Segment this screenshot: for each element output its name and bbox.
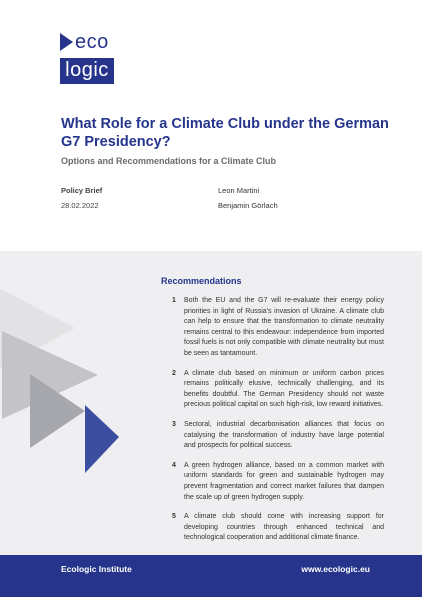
decor-triangle-blue [85,405,119,473]
footer-organization: Ecologic Institute [61,564,132,574]
document-subtitle: Options and Recommendations for a Climate Club [61,156,277,166]
recommendations-heading: Recommendations [161,276,242,286]
document-date: 28.02.2022 [61,201,99,210]
logo-triangle-icon [60,33,73,51]
decorative-triangles [0,251,150,555]
recommendations-list [172,296,384,553]
recommendation-item [172,369,384,411]
logo-eco-text: eco [75,31,109,53]
author-name: Leon Martini [218,186,260,195]
recommendation-number: 2 [172,369,176,377]
recommendation-item [172,461,384,503]
document-type: Policy Brief [61,186,103,195]
recommendation-text: A green hydrogen alliance, based on a common market with uniform standards for green and sustainable hydrogen may prevent fragmentation and correct market failures that dampen the scale up of green hydrogen supply. [184,461,384,501]
recommendation-number: 5 [172,513,176,521]
recommendation-number: 1 [172,297,176,304]
recommendation-item [172,296,384,360]
recommendation-number: 4 [172,461,176,469]
recommendation-item [172,420,384,452]
recommendation-text: A climate club should come with increasing support for developing countries through enhanced technical and technological cooperation and additional climate finance. [184,513,384,542]
footer-website-link[interactable]: www.ecologic.eu [301,564,370,574]
recommendation-text: A climate club based on minimum or uniform carbon prices remains politically elusive, technically challenging, and its benefits doubtful. The German Presidency should not waste precious political capital on such high-risk, low reward initiatives. [184,369,384,409]
logo-logic-text: logic [60,58,114,84]
recommendation-text: Both the EU and the G7 will re-evaluate their energy policy priorities in light of Russia's invasion of Ukraine. A climate club can help to ensure that the transformation to climate neutrality remains central to this endeavour: independence from imported fossil fuels is not only compatible with climate neutrality but must be seen as tantamount. [184,297,384,357]
author-list [218,183,278,213]
recommendation-number: 3 [172,420,176,428]
logo-top-row [60,29,114,55]
document-title: What Role for a Climate Club under the German G7 Presidency? [61,116,389,150]
document-meta [61,183,102,213]
recommendation-item [172,512,384,544]
ecologic-logo [60,29,114,84]
footer-bar [0,555,422,597]
author-name: Benjamin Görlach [218,201,278,210]
recommendation-text: Sectoral, industrial decarbonisation alliances that focus on catalysing the transformation of industry have large potential and prospects for political success. [184,420,384,450]
